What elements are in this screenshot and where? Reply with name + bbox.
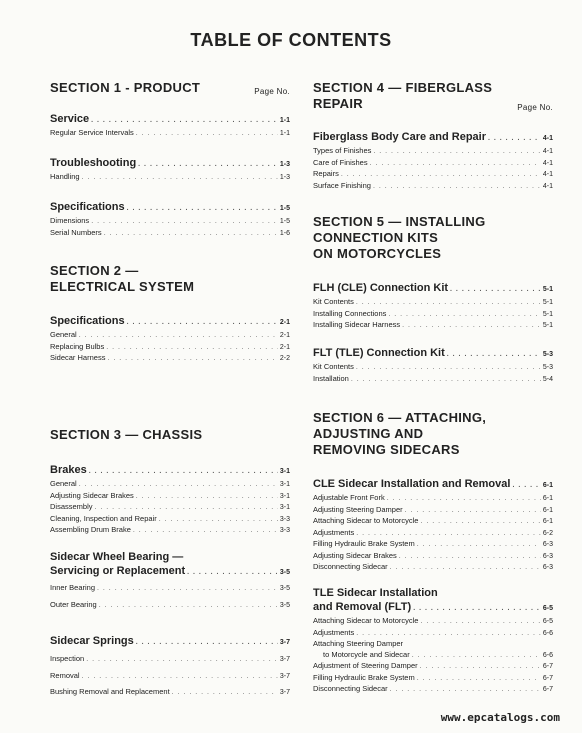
springs-group [50,634,290,699]
toc-entry-text[interactable]: Attaching Steering Damper [313,639,404,648]
toc-entry[interactable]: Types of Finishes . . . 4-1 [313,146,553,158]
toc-entry[interactable]: Sidecar Springs . . . 3-7 [50,634,290,650]
toc-entry[interactable]: Installation . . . 5-4 [313,374,553,386]
page-no-label: Page No. [517,103,553,112]
section-2 [50,263,290,295]
section-4 [313,80,553,112]
toc-entry-heading[interactable]: Sidecar Wheel Bearing — [50,551,184,563]
footer-url[interactable]: www.epcatalogs.com [440,711,560,724]
toc-entry[interactable]: Inspection . . . 3-7 [50,654,290,666]
toc-entry[interactable]: Adjusting Steering Damper . . . 6-1 [313,505,553,517]
wheel-bearing-group [50,550,290,611]
toc-entry[interactable]: Outer Bearing . . . 3-5 [50,600,290,612]
toc-entry[interactable]: Cleaning, Inspection and Repair . . . 3-3 [50,514,290,526]
toc-entry[interactable]: Adjusting Sidecar Brakes . . . 6-3 [313,551,553,563]
page-no-label: Page No. [254,87,290,96]
toc-entry[interactable]: Dimensions . . . 1-5 [50,216,290,228]
fiberglass-group [313,130,553,192]
section-6-heading: SECTION 6 — ATTACHING, ADJUSTING AND REMOVING SIDECARS [313,410,487,457]
toc-entry[interactable]: Adjustments . . . 6-6 [313,628,553,640]
section-3 [50,427,290,443]
toc-entry[interactable]: Regular Service Intervals . . . 1-1 [50,128,290,140]
toc-entry[interactable]: Fiberglass Body Care and Repair . . . 4-1 [313,130,553,146]
toc-entry[interactable]: to Motorcycle and Sidecar . . . 6-6 [313,650,553,662]
section-2-heading: SECTION 2 — ELECTRICAL SYSTEM [50,263,195,294]
toc-entry[interactable]: General . . . 2-1 [50,330,290,342]
toc-entry[interactable]: Removal . . . 3-7 [50,671,290,683]
service-group [50,112,290,140]
toc-entry[interactable]: Replacing Bulbs . . . 2-1 [50,342,290,354]
toc-entry[interactable]: Assembling Drum Brake . . . 3-3 [50,525,290,537]
toc-entry[interactable]: Sidecar Harness . . . 2-2 [50,353,290,365]
toc-entry[interactable]: Brakes . . . 3-1 [50,463,290,479]
toc-entry[interactable]: Kit Contents . . . 5-1 [313,297,553,309]
toc-entry[interactable]: Care of Finishes . . . 4-1 [313,158,553,170]
toc-entry[interactable]: Filling Hydraulic Brake System . . . 6-3 [313,539,553,551]
toc-entry[interactable]: Specifications . . . 1-5 [50,200,290,216]
toc-entry[interactable]: Inner Bearing . . . 3-5 [50,583,290,595]
brakes-group [50,463,290,537]
section-1-heading [50,80,290,96]
toc-entry[interactable]: Troubleshooting . . . 1-3 [50,156,290,172]
flt-group [313,346,553,385]
section-5 [313,214,553,262]
tle-group [313,586,553,696]
toc-entry[interactable]: Handling . . . 1-3 [50,172,290,184]
page-title: TABLE OF CONTENTS [190,30,392,50]
section-5-heading: SECTION 5 — INSTALLING CONNECTION KITS ON MOTORCYCLES [313,214,486,261]
toc-entry[interactable]: General . . . 3-1 [50,479,290,491]
toc-entry[interactable]: FLH (CLE) Connection Kit . . . 5-1 [313,281,553,297]
section-4-heading: SECTION 4 — FIBERGLASS REPAIR Page No. [313,80,553,112]
toc-entry[interactable]: Adjustable Front Fork . . . 6-1 [313,493,553,505]
toc-entry[interactable]: Serial Numbers . . . 1-6 [50,228,290,240]
toc-entry[interactable]: Adjustment of Steering Damper . . . 6-7 [313,661,553,673]
toc-entry[interactable]: Installing Connections . . . 5-1 [313,309,553,321]
specifications-group [50,200,290,239]
electrical-group [50,314,290,365]
toc-entry[interactable]: Disconnecting Sidecar . . . 6-7 [313,684,553,696]
toc-entry[interactable]: CLE Sidecar Installation and Removal . . . 6-1 [313,477,553,493]
toc-entry[interactable]: Kit Contents . . . 5-3 [313,362,553,374]
toc-entry[interactable]: Service . . . 1-1 [50,112,290,128]
toc-entry[interactable]: Servicing or Replacement . . . 3-5 [50,564,290,580]
toc-entry[interactable]: Disassembly . . . 3-1 [50,502,290,514]
cle-group [313,477,553,574]
toc-entry[interactable]: Disconnecting Sidecar . . . 6-3 [313,562,553,574]
section-1 [50,80,290,96]
toc-entry[interactable]: FLT (TLE) Connection Kit . . . 5-3 [313,346,553,362]
section-1-title: SECTION 1 - PRODUCT [50,80,201,95]
section-3-heading: SECTION 3 — CHASSIS [50,427,203,442]
flh-group [313,281,553,332]
toc-entry-heading[interactable]: TLE Sidecar Installation [313,587,438,599]
toc-entry[interactable]: Adjustments . . . 6-2 [313,528,553,540]
toc-entry[interactable]: Bushing Removal and Replacement . . . 3-7 [50,687,290,699]
toc-entry[interactable]: Attaching Sidecar to Motorcycle . . . 6-5 [313,616,553,628]
troubleshooting-group [50,156,290,184]
toc-entry[interactable]: Attaching Sidecar to Motorcycle . . . 6-1 [313,516,553,528]
section-6 [313,410,553,458]
toc-entry[interactable]: Repairs . . . 4-1 [313,169,553,181]
toc-entry[interactable]: Surface Finishing . . . 4-1 [313,181,553,193]
toc-entry[interactable]: Adjusting Sidecar Brakes . . . 3-1 [50,491,290,503]
toc-entry[interactable]: Installing Sidecar Harness . . . 5-1 [313,320,553,332]
toc-entry[interactable]: Filling Hydraulic Brake System . . . 6-7 [313,673,553,685]
toc-entry[interactable]: Specifications . . . 2-1 [50,314,290,330]
toc-entry[interactable]: and Removal (FLT) . . . 6-5 [313,600,553,616]
